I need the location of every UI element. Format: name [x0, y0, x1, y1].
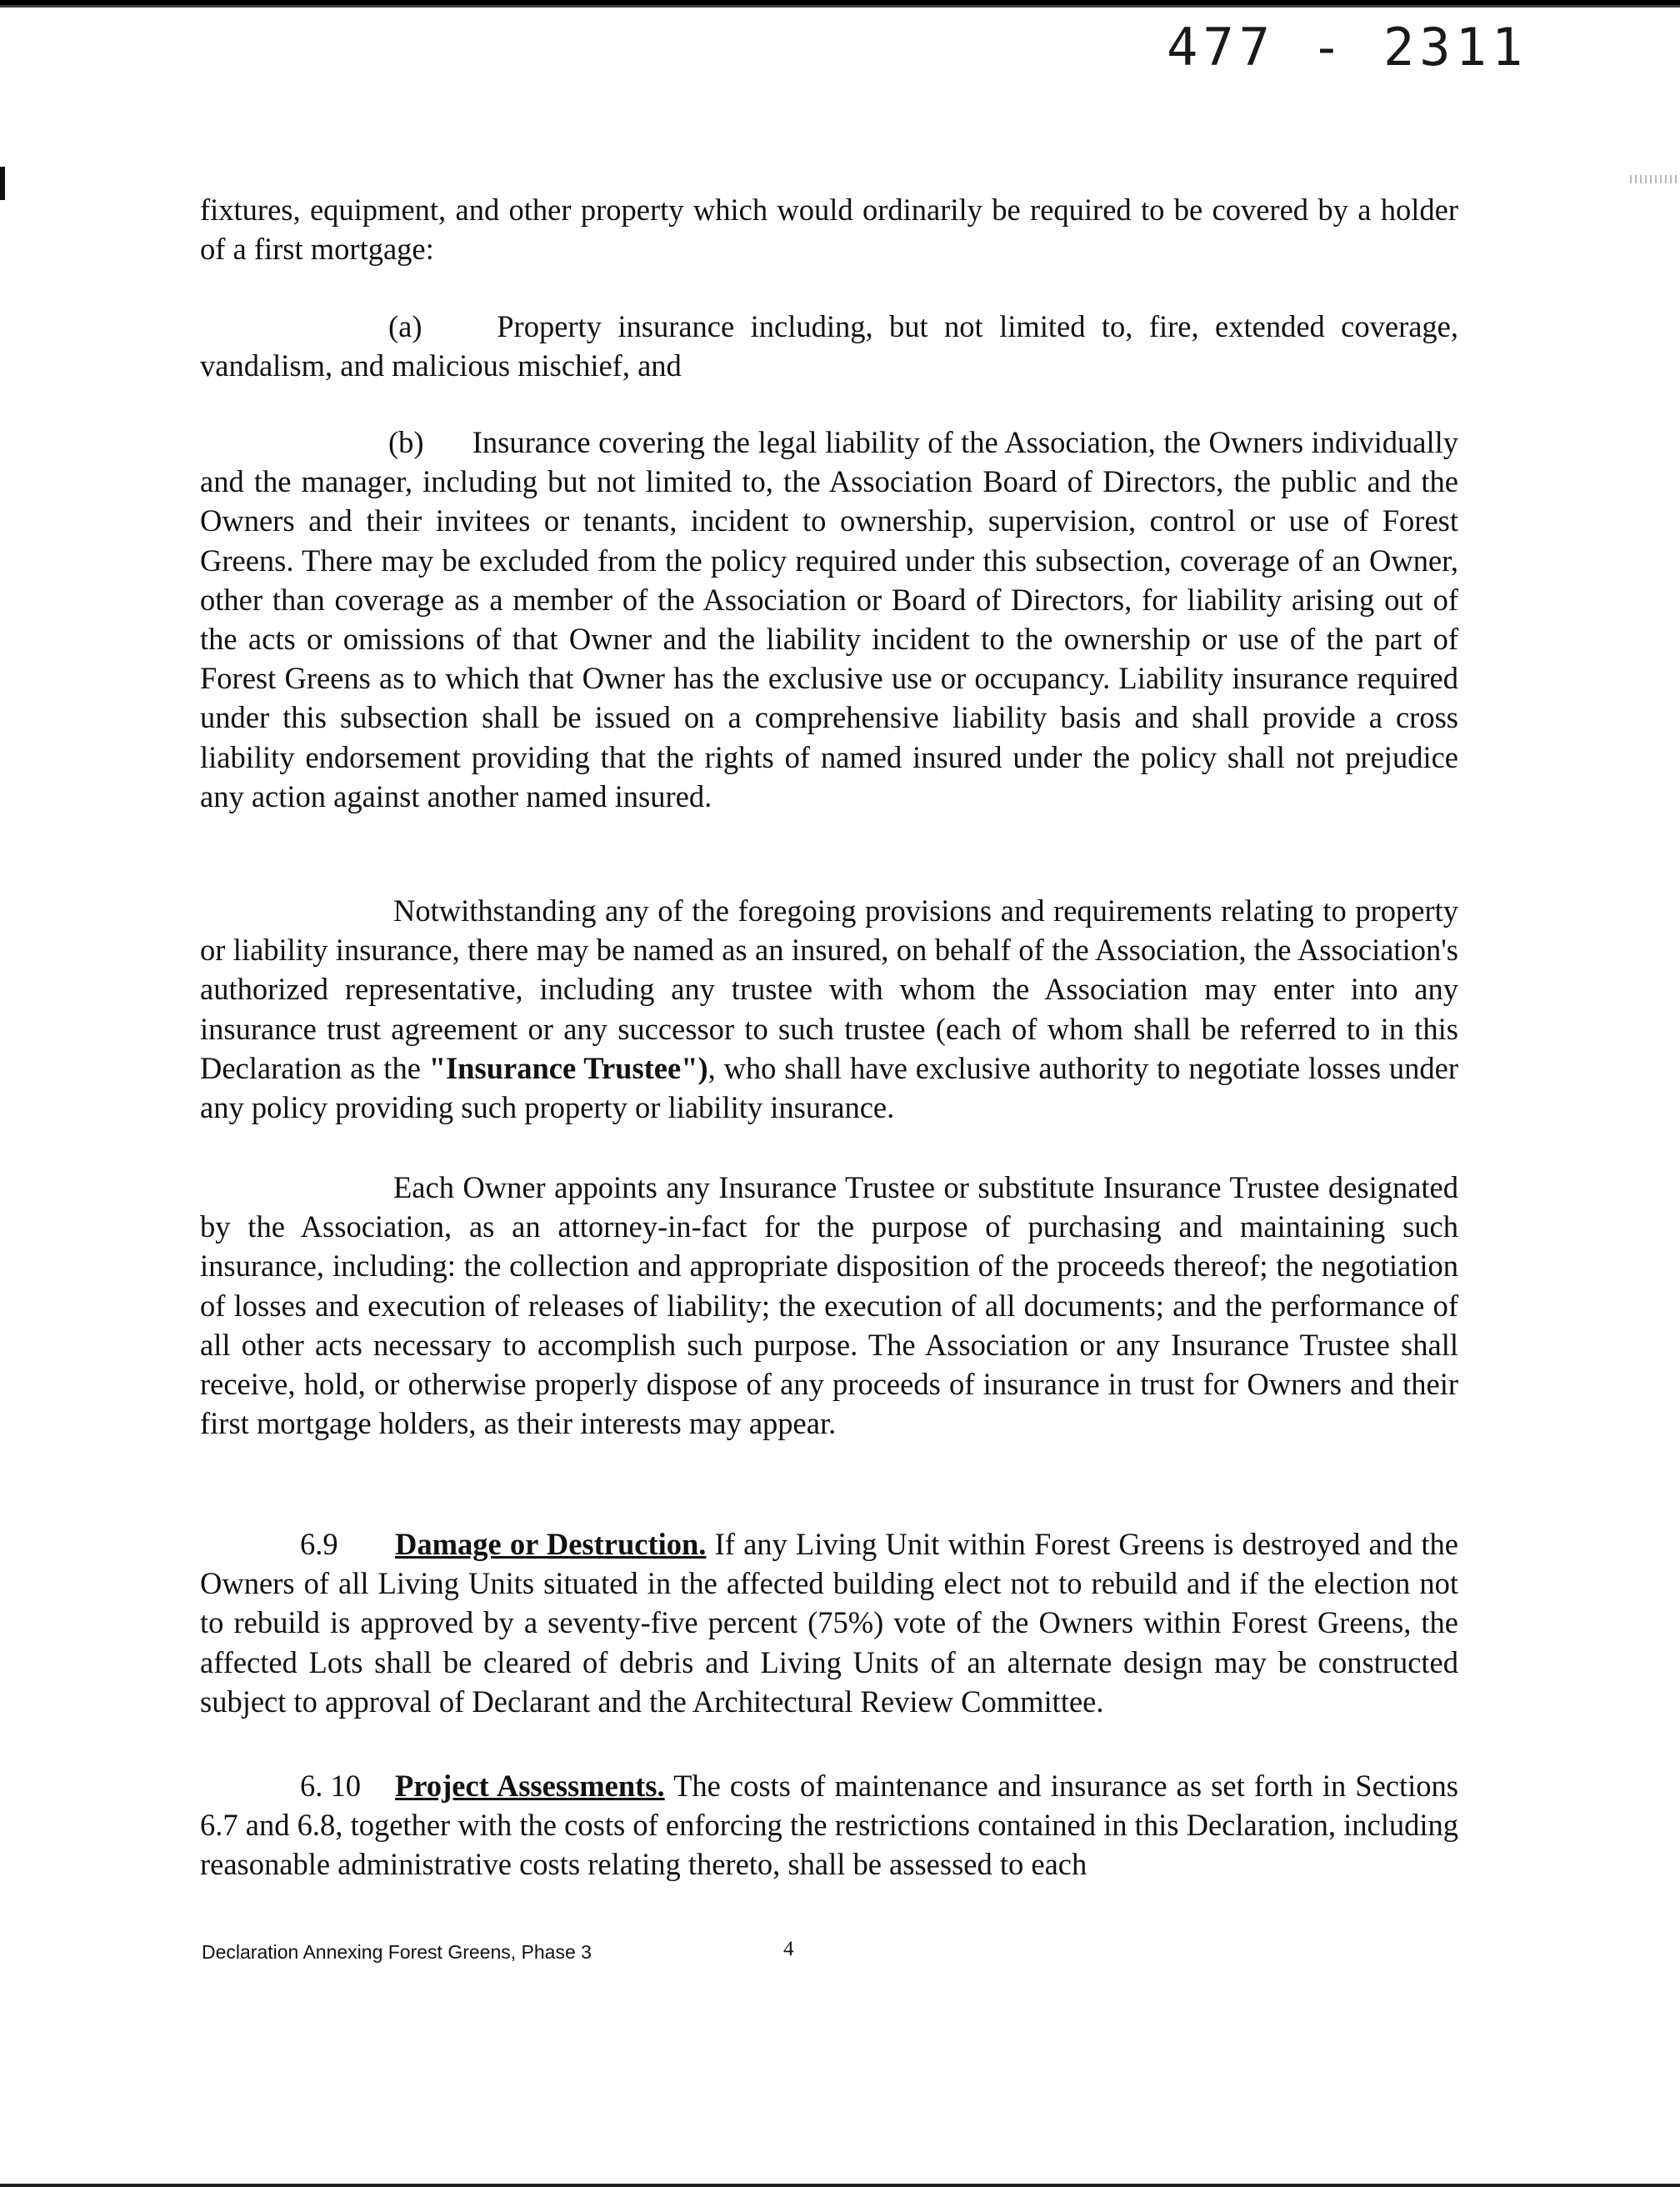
item-a-text: Property insurance including, but not limited to, fire, extended coverage, vandalism, and malicious mischief, and	[200, 309, 1459, 383]
footer-page-number: 4	[783, 1938, 794, 1960]
scan-left-mark	[0, 167, 5, 200]
insurance-trustee-term: "Insurance Trustee")	[428, 1050, 708, 1085]
item-b-paragraph	[200, 423, 1458, 816]
intro-text: fixtures, equipment, and other property which would ordinarily be required to be covered by a holder of a first mortgage:	[200, 193, 1458, 267]
scan-top-edge	[0, 0, 1680, 10]
footer-document-title: Declaration Annexing Forest Greens, Phase 3	[202, 1941, 592, 1963]
scan-bottom-edge	[0, 2184, 1680, 2187]
notwithstanding-paragraph	[200, 891, 1458, 1127]
item-a-paragraph	[200, 307, 1458, 385]
section-6-9-text: If any Living Unit within Forest Greens is destroyed and the Owners of all Living Units situated in the affected building elect not to rebuild and if the election not to rebuild is approved by a seventy-five percent (75%) vote of the Owners within Forest Greens, the affected Lots shall be cleared of debris and Living Units of an alternate design may be constructed subject to approval of Declarant and the Architectural Review Committee.	[200, 1527, 1458, 1719]
section-6-9-title: Damage or Destruction.	[395, 1527, 707, 1561]
section-6-10-title: Project Assessments.	[395, 1769, 665, 1803]
handwritten-document-number: 477 - 2311	[1167, 17, 1528, 78]
item-a-label: (a)	[388, 309, 422, 343]
section-6-10-number: 6. 10	[300, 1769, 361, 1803]
section-6-9	[200, 1524, 1458, 1721]
section-6-10-text: The costs of maintenance and insurance as set forth in Sections 6.7 and 6.8, together with the costs of enforcing the restrictions contained in this Declaration, including reasonable administrative costs relating thereto, shall be assessed to each	[200, 1769, 1458, 1882]
section-6-10	[200, 1766, 1458, 1884]
item-b-text: Insurance covering the legal liability of the Association, the Owners individually and the manager, including but not limited to, the Association Board of Directors, the public and the Owners and their invitees or tenants, incident to ownership, supervision, control or use of Forest Greens. There may be excluded from the policy required under this subsection, coverage of an Owner, other than coverage as a member of the Association or Board of Directors, for liability arising out of the acts or omissions of that Owner and the liability incident to the ownership or use of the part of Forest Greens as to which that Owner has the exclusive use or occupancy. Liability insurance required under this subsection shall be issued on a comprehensive liability basis and shall provide a cross liability endorsement providing that the rights of named insured under the policy shall not prejudice any action against another named insured.	[200, 425, 1459, 813]
each-owner-text: Each Owner appoints any Insurance Trustee or substitute Insurance Trustee designated by the Association, as an attorney-in-fact for the purpose of purchasing and maintaining such insurance, including: the collection and appropriate disposition of the proceeds thereof; the negotiation of losses and execution of releases of liability; the execution of all documents; and the performance of all other acts necessary to accomplish such purpose. The Association or any Insurance Trustee shall receive, hold, or otherwise properly dispose of any proceeds of insurance in trust for Owners and their first mortgage holders, as their interests may appear.	[200, 1170, 1458, 1441]
scan-right-speck	[1630, 175, 1680, 183]
section-6-9-number: 6.9	[300, 1527, 338, 1561]
item-b-label: (b)	[388, 425, 424, 459]
intro-paragraph	[200, 190, 1458, 268]
notwithstanding-text-before: Notwithstanding any of the foregoing provisions and requirements relating to property or liability insurance, there may be named as an insured, on behalf of the Association, the Association's authorized representative, including any trustee with whom the Association may enter into any insurance trust agreement or any successor to such trustee (each of whom shall be referred to in this Declaration as the	[200, 893, 1458, 1085]
each-owner-paragraph	[200, 1168, 1458, 1443]
notwithstanding-text-after: , who shall have exclusive authority to negotiate losses under any policy providing such property or liability insurance.	[200, 1050, 1458, 1125]
